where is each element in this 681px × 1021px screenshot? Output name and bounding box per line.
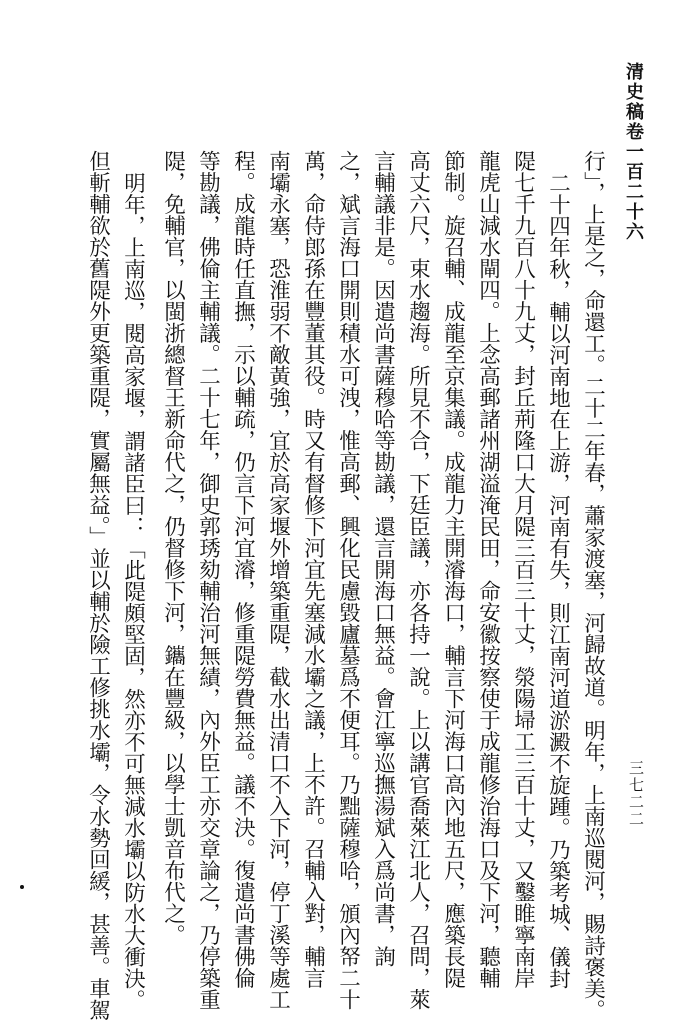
- text-column: 萬，命侍郎孫在豐董其役。時又有督修下河宜先塞減水壩之議，上不許。召輔入對，輔言: [300, 150, 326, 989]
- text-column: 高丈六尺，束水趨海。所見不合，下廷臣議，亦各持一說。上以講官喬萊江北人，召問，萊: [405, 150, 431, 1010]
- text-column: 等勘議，佛倫主輔議。二十七年，御史郭琇劾輔治河無績，內外臣工亦交章論之，乃停築重: [195, 150, 221, 1010]
- page-header-title: 清史稿卷一百二十六: [623, 62, 644, 242]
- text-column: 明年，上南巡，閱高家堰，謂諸臣曰：「此隄頗堅固，然亦不可無減水壩以防水大衝決。: [120, 172, 146, 1011]
- text-column: 隄七千九百八十九丈，封丘荊隆口大月隄三百三十丈，滎陽埽工三百十丈，又鑿睢寧南岸: [510, 150, 536, 989]
- text-column: 二十四年秋，輔以河南地在上游，河南有失，則江南河道淤澱不旋踵。乃築考城、儀封: [545, 172, 571, 989]
- ink-speck: [20, 885, 24, 889]
- text-column: 程。成龍時任直撫，示以輔疏，仍言下河宜濬，修重隄勞費無益。議不決。復遣尚書佛倫: [230, 150, 256, 989]
- text-column: 但斬輔欲於舊隄外更築重隄，實屬無益。」並以輔於險工修挑水壩，令水勢回緩，甚善。車駕: [85, 150, 111, 1021]
- page-number: 三七二二: [627, 760, 645, 828]
- text-column: 之，斌言海口開則積水可洩，惟高郵、興化民慮毀廬墓爲不便耳。乃黜薩穆哈，頒內帑二十: [335, 150, 361, 1010]
- text-column: 南壩永塞，恐淮弱不敵黃強，宜於高家堰外增築重隄，截水出清口不入下河，停丁溪等處工: [265, 150, 291, 1010]
- text-column: 隄，免輔官，以閩浙總督王新命代之，仍督修下河，鑴在豐級，以學士凱音布代之。: [160, 150, 186, 946]
- text-column: 言輔議非是。因遣尚書薩穆哈等勘議，還言開海口無益。會江寧巡撫湯斌入爲尚書，詢: [370, 150, 396, 967]
- text-column: 節制。旋召輔、成龍至京集議。成龍力主開濬海口，輔言下河海口高內地五尺，應築長隄: [440, 150, 466, 989]
- text-column: 龍虎山減水閘四。上念高郵諸州湖溢淹民田，命安徽按察使于成龍修治海口及下河，聽輔: [475, 150, 501, 989]
- text-column: 行」，上是之，命還工。二十二年春，蕭家渡塞，河歸故道。明年，上南巡閱河，賜詩褒美。: [580, 150, 606, 1021]
